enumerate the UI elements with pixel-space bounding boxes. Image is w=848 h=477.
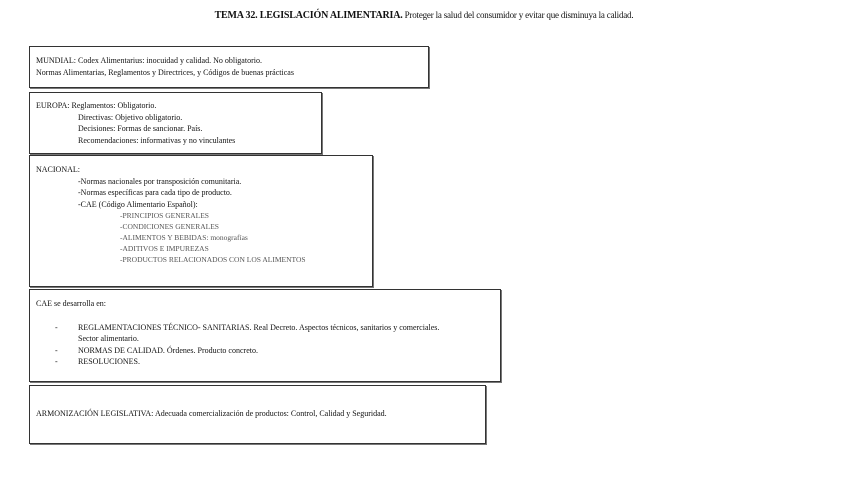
mundial-box xyxy=(29,46,429,88)
cae-list-text: NORMAS DE CALIDAD. Órdenes. Producto concreto. xyxy=(78,345,258,355)
cae-subitem: -CONDICIONES GENERALES xyxy=(120,222,219,231)
mundial-line-1: MUNDIAL: Codex Alimentarius: inocuidad y calidad. No obligatorio. xyxy=(36,56,262,65)
cae-list-text: RESOLUCIONES. xyxy=(78,357,141,366)
nacional-item: -Normas específicas para cada tipo de producto. xyxy=(78,188,232,197)
mundial-line-2: Normas Alimentarias, Reglamentos y Directrices, y Códigos de buenas prácticas xyxy=(36,67,294,77)
title-subtitle: Proteger la salud del consumidor y evitar que disminuya la calidad. xyxy=(404,10,634,20)
cae-box xyxy=(29,289,501,382)
cae-list-text: REGLAMENTACIONES TÉCNICO- SANITARIAS. Real Decreto. Aspectos técnicos, sanitarios y comerciales. Sector alimentario. xyxy=(78,322,440,343)
cae-list-item xyxy=(36,322,453,345)
bullet-dash: - xyxy=(55,345,58,355)
nacional-item: -CAE (Código Alimentario Español): xyxy=(78,199,198,209)
armonizacion-text: ARMONIZACIÓN LEGISLATIVA: Adecuada comercialización de productos: Control, Calidad y Seguridad. xyxy=(36,409,387,418)
europa-line-1: EUROPA: Reglamentos: Obligatorio. xyxy=(36,101,157,110)
europa-line-4: Recomendaciones: informativas y no vinculantes xyxy=(78,135,236,145)
bullet-dash: - xyxy=(55,357,58,366)
cae-subitem: -ADITIVOS E IMPUREZAS xyxy=(120,244,209,253)
europa-line-2: Directivas: Objetivo obligatorio. xyxy=(78,112,183,122)
armonizacion-box xyxy=(29,385,486,444)
title-main: TEMA 32. LEGISLACIÓN ALIMENTARIA. xyxy=(214,10,403,21)
document-title xyxy=(0,10,848,21)
cae-heading: CAE se desarrolla en: xyxy=(36,299,106,308)
nacional-item: -Normas nacionales por transposición comunitaria. xyxy=(78,176,242,186)
cae-subitem: -ALIMENTOS Y BEBIDAS: monografías xyxy=(120,233,248,242)
cae-list-item xyxy=(36,356,494,368)
europa-box xyxy=(29,92,322,154)
europa-line-3: Decisiones: Formas de sancionar. País. xyxy=(78,124,203,133)
nacional-box xyxy=(29,155,373,287)
nacional-heading: NACIONAL: xyxy=(36,165,80,174)
bullet-dash: - xyxy=(55,322,58,332)
cae-subitem: -PRODUCTOS RELACIONADOS CON LOS ALIMENTOS xyxy=(120,255,306,264)
cae-subitem: -PRINCIPIOS GENERALES xyxy=(120,211,209,220)
cae-list-item xyxy=(36,345,494,357)
